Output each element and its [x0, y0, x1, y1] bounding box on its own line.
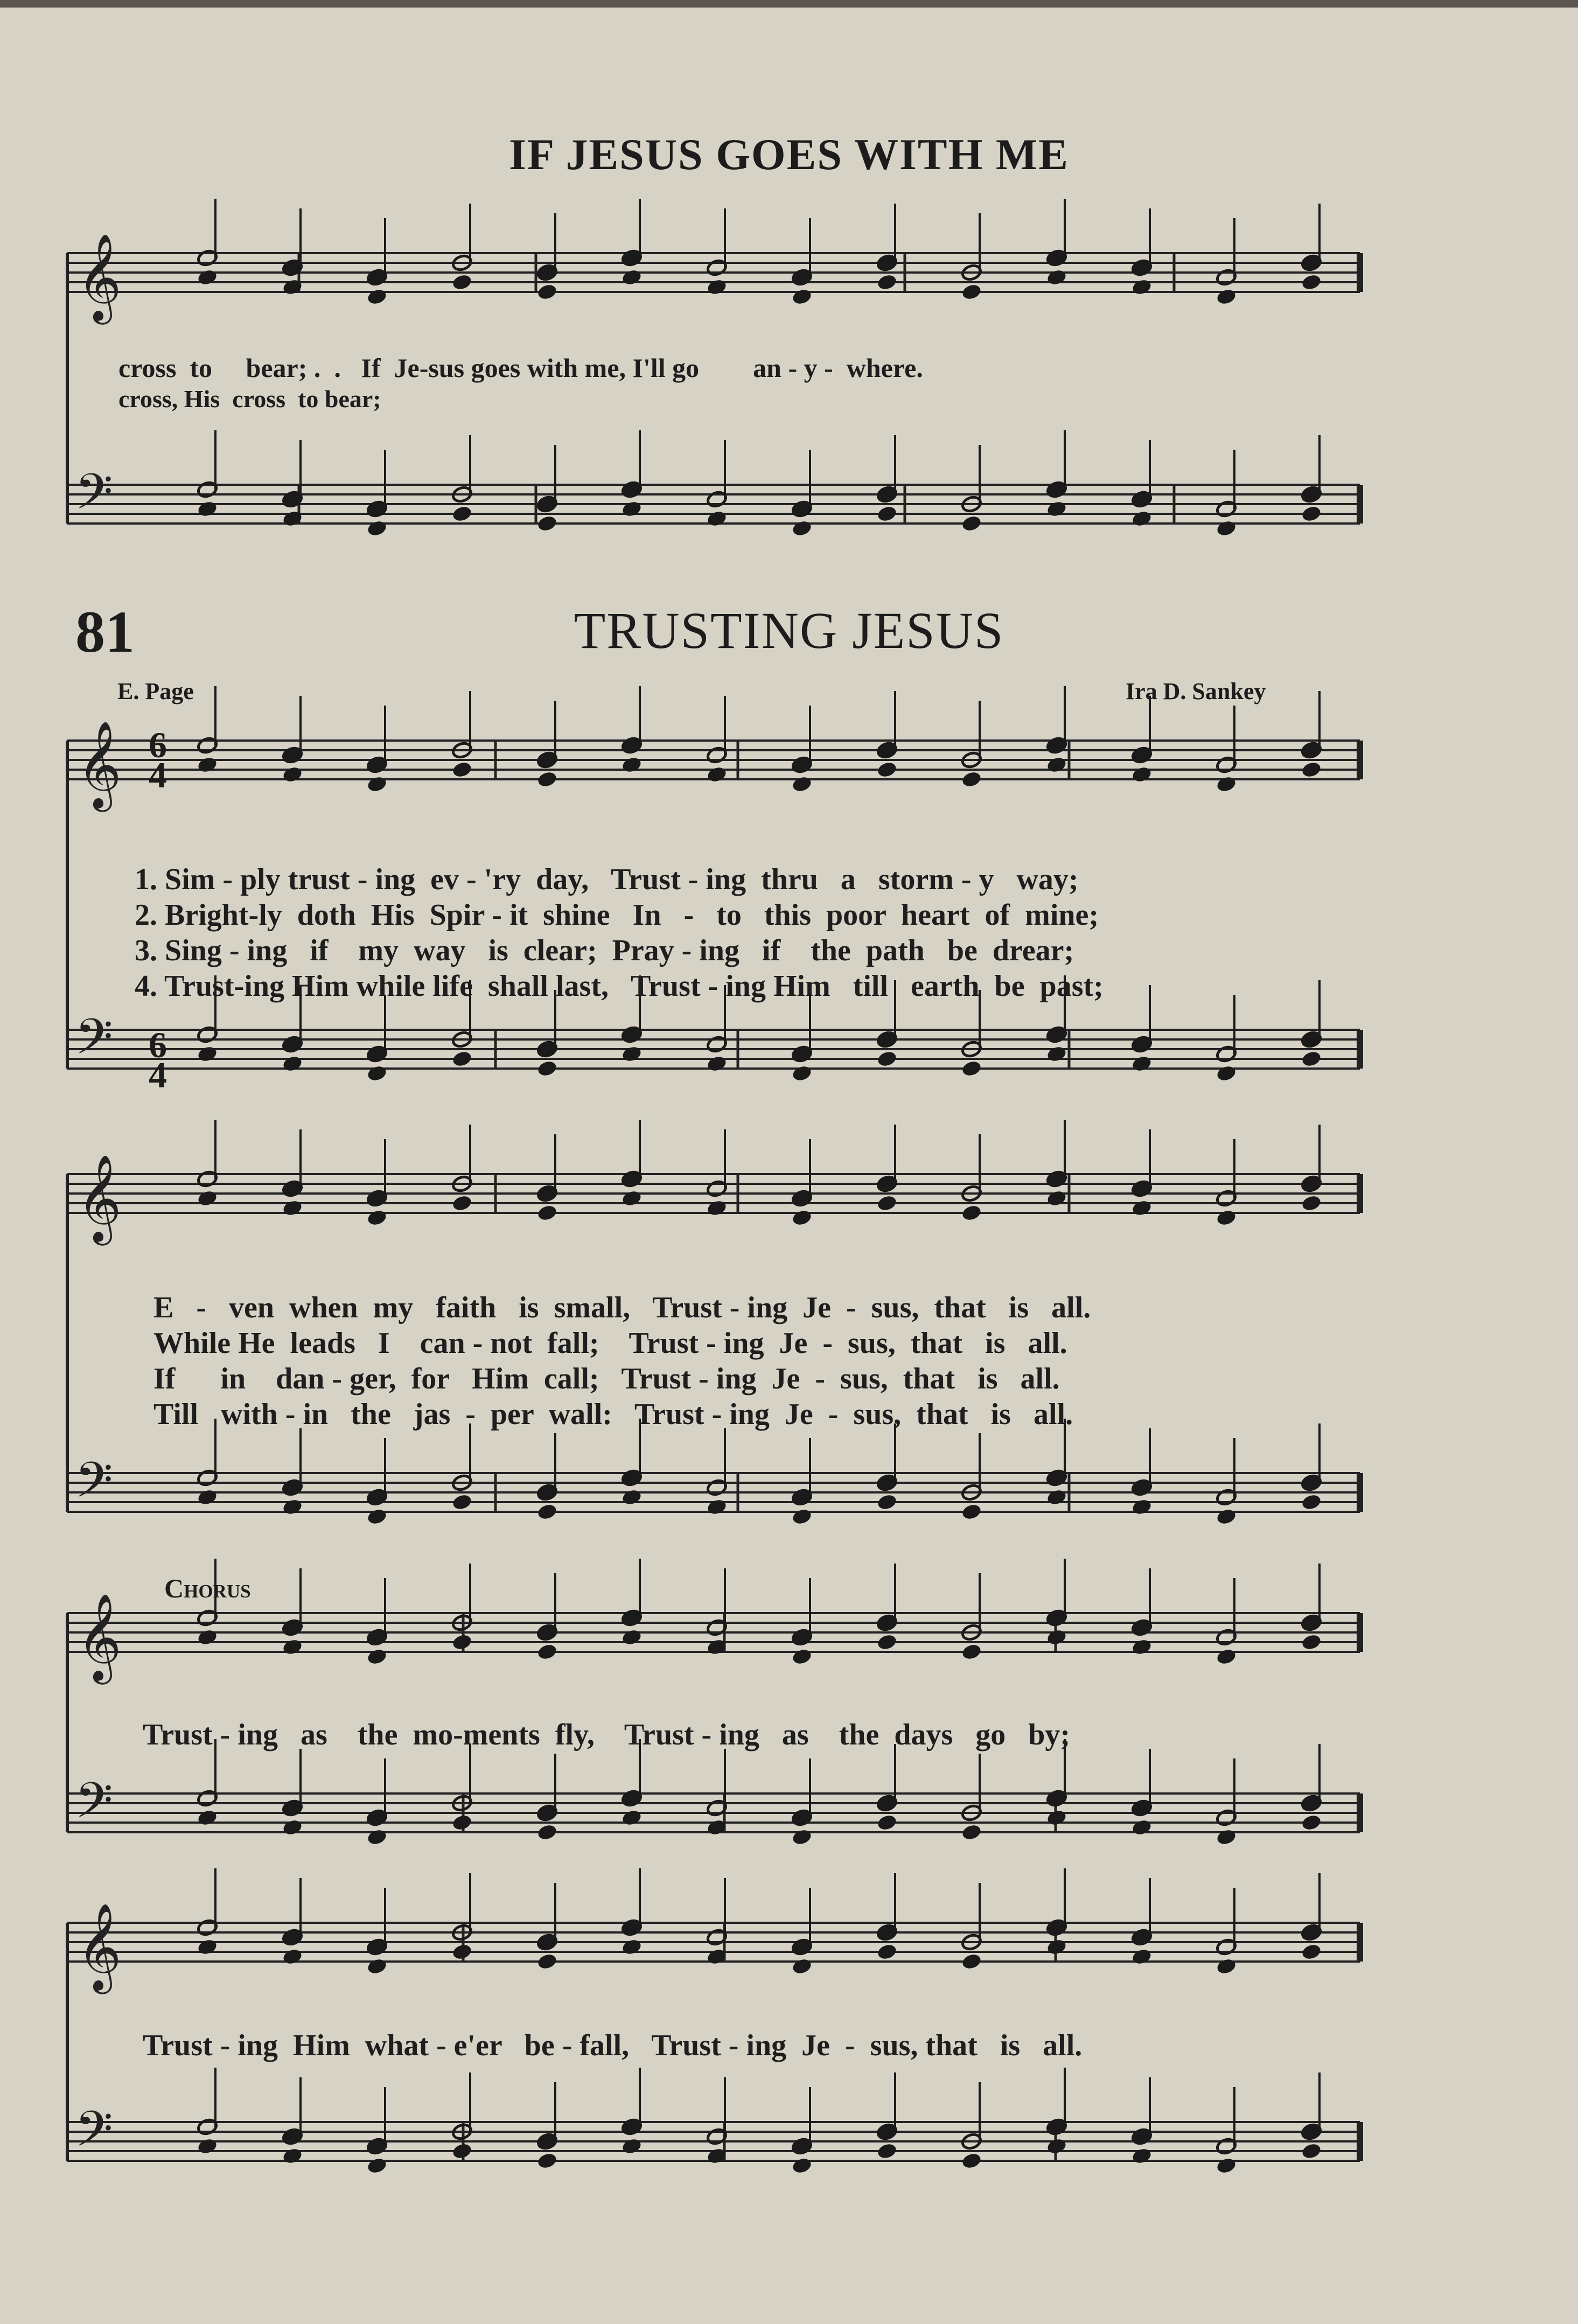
note-head — [282, 1948, 303, 1966]
note-head — [1046, 1488, 1067, 1506]
note-head — [706, 1498, 728, 1516]
note-head — [1301, 1813, 1322, 1832]
note-head — [1216, 288, 1237, 306]
note-head — [1216, 1508, 1237, 1526]
note-head — [791, 1209, 813, 1227]
note-head — [1131, 1638, 1153, 1656]
time-signature-bottom: 4 — [149, 755, 167, 795]
note-head — [282, 1498, 303, 1516]
note-head — [451, 1194, 473, 1212]
note-head — [451, 1813, 473, 1832]
note-head — [791, 1064, 813, 1083]
note-head — [706, 1199, 728, 1217]
note-head — [876, 273, 898, 291]
note-head — [791, 288, 813, 306]
note-head — [197, 1189, 218, 1208]
note-head — [876, 1050, 898, 1068]
note-head — [621, 1938, 643, 1956]
chorus-line-2: Trust - ing Him what - e'er be - fall, Trust - ing Je - sus, that is all. — [143, 2029, 1083, 2062]
verse-2-line-2: While He leads I can - not fall; Trust - ing Je - sus, that is all. — [153, 1327, 1067, 1360]
note-head — [621, 1628, 643, 1646]
note-head — [1046, 2137, 1067, 2155]
note-head — [282, 2147, 303, 2165]
note-head — [451, 1493, 473, 1511]
previous-hymn-lyric-1: cross to bear; . . If Je-sus goes with me, I'll go an - y - where. — [118, 353, 923, 383]
note-head — [366, 1648, 388, 1666]
note-head — [621, 500, 643, 518]
note-head — [536, 283, 558, 301]
note-head — [1131, 1948, 1153, 1966]
note-head — [282, 1638, 303, 1656]
note-head — [706, 765, 728, 784]
note-head — [1046, 1809, 1067, 1827]
note-head — [1046, 500, 1067, 518]
note-head — [961, 1643, 982, 1661]
verse-4-line-2: Till with - in the jas - per wall: Trust - ing Je - sus, that is all. — [153, 1398, 1073, 1431]
note-head — [706, 1055, 728, 1073]
note-head — [1216, 1064, 1237, 1083]
verse-1-line-1: 1. Sim - ply trust - ing ev - 'ry day, Trust - ing thru a storm - y way; — [135, 863, 1079, 896]
note-head — [451, 760, 473, 779]
note-head — [1301, 760, 1322, 779]
note-head — [282, 1818, 303, 1837]
note-head — [366, 1957, 388, 1976]
note-head — [536, 2152, 558, 2170]
note-head — [1131, 1055, 1153, 1073]
chorus-line-1: Trust - ing as the mo-ments fly, Trust - ing as the days go by; — [143, 1718, 1071, 1751]
note-head — [282, 1055, 303, 1073]
note-head — [1046, 756, 1067, 774]
note-head — [1046, 1628, 1067, 1646]
note-head — [791, 519, 813, 538]
note-head — [451, 505, 473, 523]
note-head — [1046, 1938, 1067, 1956]
note-head — [1131, 1498, 1153, 1516]
note-head — [876, 1194, 898, 1212]
bass-clef-icon: 𝄢 — [75, 2100, 113, 2169]
verse-4-line-1: 4. Trust-ing Him while life shall last, Trust - ing Him till earth be past; — [135, 969, 1104, 1003]
note-head — [791, 1508, 813, 1526]
hymn-title: TRUSTING JESUS — [574, 602, 1004, 659]
note-head — [621, 2137, 643, 2155]
note-head — [876, 1633, 898, 1651]
note-head — [366, 2156, 388, 2175]
note-head — [706, 510, 728, 528]
note-head — [961, 1952, 982, 1971]
note-head — [621, 1809, 643, 1827]
note-head — [197, 1809, 218, 1827]
note-head — [876, 760, 898, 779]
note-head — [1046, 268, 1067, 287]
note-head — [197, 2137, 218, 2155]
note-head — [961, 283, 982, 301]
note-head — [1216, 775, 1237, 793]
time-signature-top: 6 — [149, 724, 167, 765]
note-head — [1131, 278, 1153, 296]
note-head — [1216, 2156, 1237, 2175]
bass-clef-icon: 𝄢 — [75, 1772, 113, 1841]
note-head — [961, 1204, 982, 1222]
note-head — [1131, 1818, 1153, 1837]
note-head — [1216, 1828, 1237, 1846]
note-head — [961, 1503, 982, 1521]
hymn-number: 81 — [75, 599, 135, 665]
note-head — [536, 1952, 558, 1971]
bass-clef-icon: 𝄢 — [75, 463, 113, 532]
previous-hymn-lyric-2: cross, His cross to bear; — [118, 385, 381, 413]
note-head — [1046, 1045, 1067, 1063]
note-head — [961, 514, 982, 533]
music-composer: Ira D. Sankey — [1126, 678, 1266, 704]
note-head — [1216, 519, 1237, 538]
note-head — [282, 765, 303, 784]
note-head — [791, 2156, 813, 2175]
note-head — [366, 288, 388, 306]
verse-2-line-1: 2. Bright-ly doth His Spir - it shine In - to this poor heart of mine; — [135, 898, 1099, 932]
note-head — [536, 514, 558, 533]
verse-3-line-1: 3. Sing - ing if my way is clear; Pray - ing if the path be drear; — [135, 934, 1074, 967]
note-head — [366, 1508, 388, 1526]
note-head — [961, 1823, 982, 1841]
treble-clef-icon: 𝄞 — [77, 1154, 122, 1242]
note-head — [1301, 273, 1322, 291]
note-head — [1131, 1199, 1153, 1217]
note-head — [876, 1943, 898, 1961]
note-head — [451, 1633, 473, 1651]
note-head — [536, 1643, 558, 1661]
note-head — [621, 756, 643, 774]
note-head — [791, 775, 813, 793]
note-head — [1131, 510, 1153, 528]
bass-clef-icon: 𝄢 — [75, 1451, 113, 1520]
note-head — [621, 268, 643, 287]
note-head — [1301, 1050, 1322, 1068]
treble-clef-icon: 𝄞 — [77, 1593, 122, 1681]
note-head — [621, 1488, 643, 1506]
note-head — [451, 273, 473, 291]
note-head — [1216, 1209, 1237, 1227]
note-head — [1131, 765, 1153, 784]
note-head — [197, 756, 218, 774]
note-head — [621, 1189, 643, 1208]
note-head — [1216, 1957, 1237, 1976]
note-head — [366, 519, 388, 538]
note-head — [1301, 2142, 1322, 2160]
note-head — [1046, 1189, 1067, 1208]
note-head — [876, 2142, 898, 2160]
treble-clef-icon: 𝄞 — [77, 1903, 122, 1991]
bass-clef-icon: 𝄢 — [75, 1008, 113, 1077]
note-head — [451, 1943, 473, 1961]
note-head — [282, 1199, 303, 1217]
note-head — [876, 1813, 898, 1832]
treble-clef-icon: 𝄞 — [77, 721, 122, 808]
note-head — [366, 1828, 388, 1846]
note-head — [1216, 1648, 1237, 1666]
note-head — [366, 775, 388, 793]
note-head — [1301, 505, 1322, 523]
note-head — [197, 268, 218, 287]
note-head — [876, 1493, 898, 1511]
note-head — [1301, 1493, 1322, 1511]
note-head — [197, 1628, 218, 1646]
note-head — [706, 278, 728, 296]
note-head — [451, 2142, 473, 2160]
note-head — [366, 1209, 388, 1227]
time-signature-treble — [144, 724, 171, 795]
note-head — [197, 1488, 218, 1506]
note-head — [791, 1957, 813, 1976]
note-head — [451, 1050, 473, 1068]
chorus-label: Chorus — [164, 1573, 251, 1603]
note-head — [961, 2152, 982, 2170]
note-head — [536, 1059, 558, 1078]
note-head — [197, 1045, 218, 1063]
verse-1-line-2: E - ven when my faith is small, Trust - ing Je - sus, that is all. — [153, 1291, 1091, 1324]
note-head — [536, 1823, 558, 1841]
previous-hymn-title: IF JESUS GOES WITH ME — [509, 130, 1069, 179]
note-head — [621, 1045, 643, 1063]
treble-clef-icon: 𝄞 — [77, 233, 122, 321]
note-head — [197, 500, 218, 518]
note-head — [791, 1648, 813, 1666]
note-head — [1131, 2147, 1153, 2165]
note-head — [1301, 1943, 1322, 1961]
note-head — [536, 770, 558, 788]
note-head — [961, 1059, 982, 1078]
time-signature-bass: 6 4 — [149, 1024, 167, 1095]
note-head — [961, 770, 982, 788]
verse-3-line-2: If in dan - ger, for Him call; Trust - ing Je - sus, that is all. — [153, 1362, 1060, 1395]
note-head — [791, 1828, 813, 1846]
note-head — [536, 1204, 558, 1222]
note-head — [536, 1503, 558, 1521]
note-head — [1301, 1194, 1322, 1212]
note-head — [876, 505, 898, 523]
note-head — [366, 1064, 388, 1083]
words-author: E. Page — [117, 678, 194, 704]
note-head — [197, 1938, 218, 1956]
note-head — [1301, 1633, 1322, 1651]
